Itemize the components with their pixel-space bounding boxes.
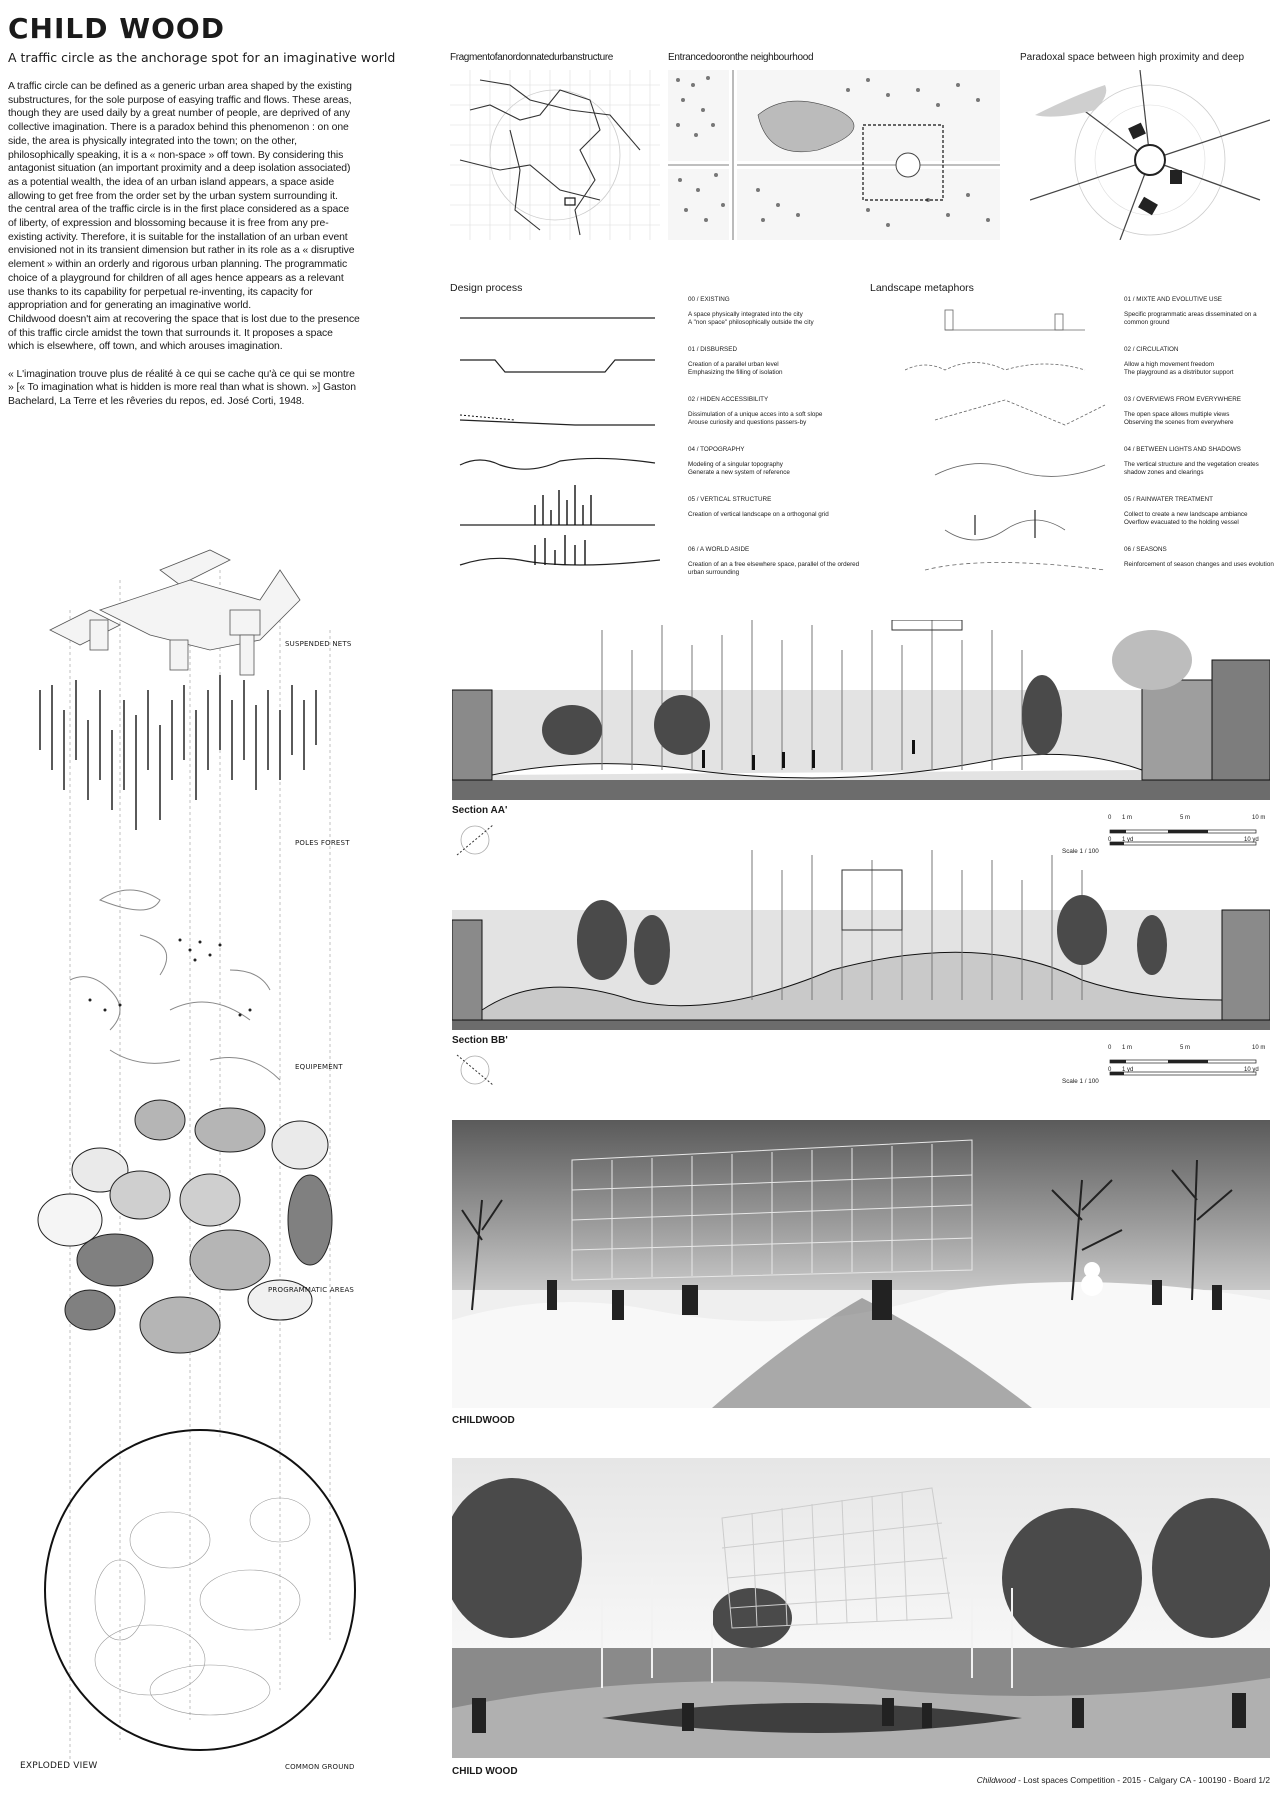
section-bb-scale: Scale 1 / 100 — [1062, 1078, 1099, 1085]
page-subtitle: A traffic circle as the anchorage spot for an imaginative world — [8, 50, 396, 65]
layer-label-poles-forest: POLES FOREST — [295, 839, 350, 847]
intro-text: A traffic circle can be defined as a generic urban area shaped by the existing substructures, for the sole purpose of easying traffic and flows. These areas, though they are used daily by a great number of people, are deprived of any collective imagination. There is a paradox behind this phenomenon : on one side, the area is physically integrated into the town; on the other, philosophically speaking, it is a « non-space » off town. By considering this antagonist situation (an important proximity and a deep isolation associated) as a potential wealth, the idea of an urban island appears, a space aside allowing to get free from the order set by the urban system surrounding it. the central area of the traffic circle is in the first place considered as a space of liberty, of expression and blossoming because it is free from any pre-existing activity. Therefore, it is suitable for the installation of an urban event envisioned not in its transient dimension but rather in its role as a « disruptive element » within an orderly and rigorous urban planning. The programmatic choice of a playground for children of all ages hence appears as a relevant use thanks to its capability for perpetual re-inventing, its capacity for appropriation and for generating an imaginative world. Childwood doesn't aim at recovering the space that is lost due to the presence of this traffic circle amidst the town that surrounds it. It proposes a space which is elsewhere, off town, and which arouses imagination. « L'imagination trouve plus de réalité à ce qui se cache qu'à ce qui se montre » [« To imagination what is hidden is more real than what is shown. »] Gaston Bachelard, La Terre et les rêveries du repos, ed. José Corti, 1948. — [8, 81, 360, 408]
paradox-roundabout-map — [1030, 70, 1270, 240]
design-process-item: 04 / TOPOGRAPHY Modeling of a singular topography Generate a new system of reference — [688, 446, 790, 477]
layer-label-suspended-nets: SUSPENDED NETS — [285, 640, 352, 648]
landscape-metaphor-item: 06 / SEASONS Reinforcement of season changes and uses evolution — [1124, 546, 1274, 568]
design-process-title: Design process — [450, 282, 523, 294]
section-bb-label: Section BB' — [452, 1035, 508, 1046]
design-process-item: 05 / VERTICAL STRUCTURE Creation of vertical landscape on a orthogonal grid — [688, 496, 829, 518]
scale-bar-labels: 0 1 m 5 m 10 m — [1108, 815, 1266, 821]
page-title: CHILD WOOD — [8, 12, 225, 45]
exploded-view-drawing — [30, 540, 370, 1770]
winter-render-image — [452, 1120, 1270, 1408]
scale-bar-labels: 0 1 m 5 m 10 m — [1108, 1045, 1266, 1051]
section-bb-keymap — [455, 1050, 495, 1090]
map-title-entrance: Entrancedooronthe neighbourhood — [668, 52, 814, 63]
footer-project-name: Childwood — [976, 1775, 1016, 1785]
summer-render-caption: CHILD WOOD — [452, 1766, 518, 1777]
landscape-metaphor-item: 04 / BETWEEN LIGHTS AND SHADOWS The vertical structure and the vegetation creates shadow zones and clearings — [1124, 446, 1259, 477]
urban-fragment-map — [450, 70, 660, 240]
winter-render-caption: CHILDWOOD — [452, 1415, 515, 1426]
landscape-metaphor-item: 05 / RAINWATER TREATMENT Collect to create a new landscape ambiance Overflow evacuated to the holding vessel — [1124, 496, 1248, 527]
section-aa-scale: Scale 1 / 100 — [1062, 848, 1099, 855]
map-title-fragment: Fragmentofanordonnatedurbanstructure — [450, 52, 613, 63]
section-aa-label: Section AA' — [452, 805, 508, 816]
design-process-item: 00 / EXISTING A space physically integrated into the city A "non space" philosophically outside the city — [688, 296, 814, 327]
layer-label-common-ground: COMMON GROUND — [285, 1763, 355, 1771]
design-process-item: 01 / DISBURSED Creation of a parallel urban level Emphasizing the filling of isolation — [688, 346, 783, 377]
section-bb-drawing — [452, 850, 1270, 1030]
summer-render-image — [452, 1458, 1270, 1758]
footer-details: - Lost spaces Competition - 2015 - Calgary CA - 100190 - Board 1/2 — [1015, 1775, 1270, 1785]
landscape-metaphor-item: 03 / OVERVIEWS FROM EVERYWHERE The open space allows multiple views Observing the scenes from everywhere — [1124, 396, 1241, 427]
scale-bar-labels: 0 1 yd 10 yd — [1108, 837, 1259, 843]
layer-label-equipement: EQUIPEMENT — [295, 1063, 343, 1071]
scale-bar-labels: 0 1 yd 10 yd — [1108, 1067, 1259, 1073]
landscape-metaphors-title: Landscape metaphors — [870, 282, 974, 294]
board-footer — [977, 1775, 1270, 1785]
section-aa-drawing — [452, 620, 1270, 800]
exploded-view-title: EXPLODED VIEW — [20, 1761, 98, 1771]
landscape-metaphor-diagrams — [905, 300, 1125, 580]
landscape-metaphor-item: 02 / CIRCULATION Allow a high movement freedom The playground as a distributor support — [1124, 346, 1234, 377]
layer-label-programmatic-areas: PROGRAMMATIC AREAS — [268, 1286, 355, 1294]
design-process-diagrams — [455, 300, 660, 580]
design-process-item: 06 / A WORLD ASIDE Creation of an a free elsewhere space, parallel of the ordered urban surrounding — [688, 546, 860, 577]
landscape-metaphor-item: 01 / MIXTE AND EVOLUTIVE USE Specific programmatic areas disseminated on a common ground — [1124, 296, 1257, 327]
map-title-paradox: Paradoxal space between high proximity and deep — [1020, 52, 1245, 63]
design-process-item: 02 / HIDEN ACCESSIBILITY Dissimulation of a unique acces into a soft slope Arouse curiosity and questions passers-by — [688, 396, 823, 427]
entrance-aerial-map — [668, 70, 1000, 240]
